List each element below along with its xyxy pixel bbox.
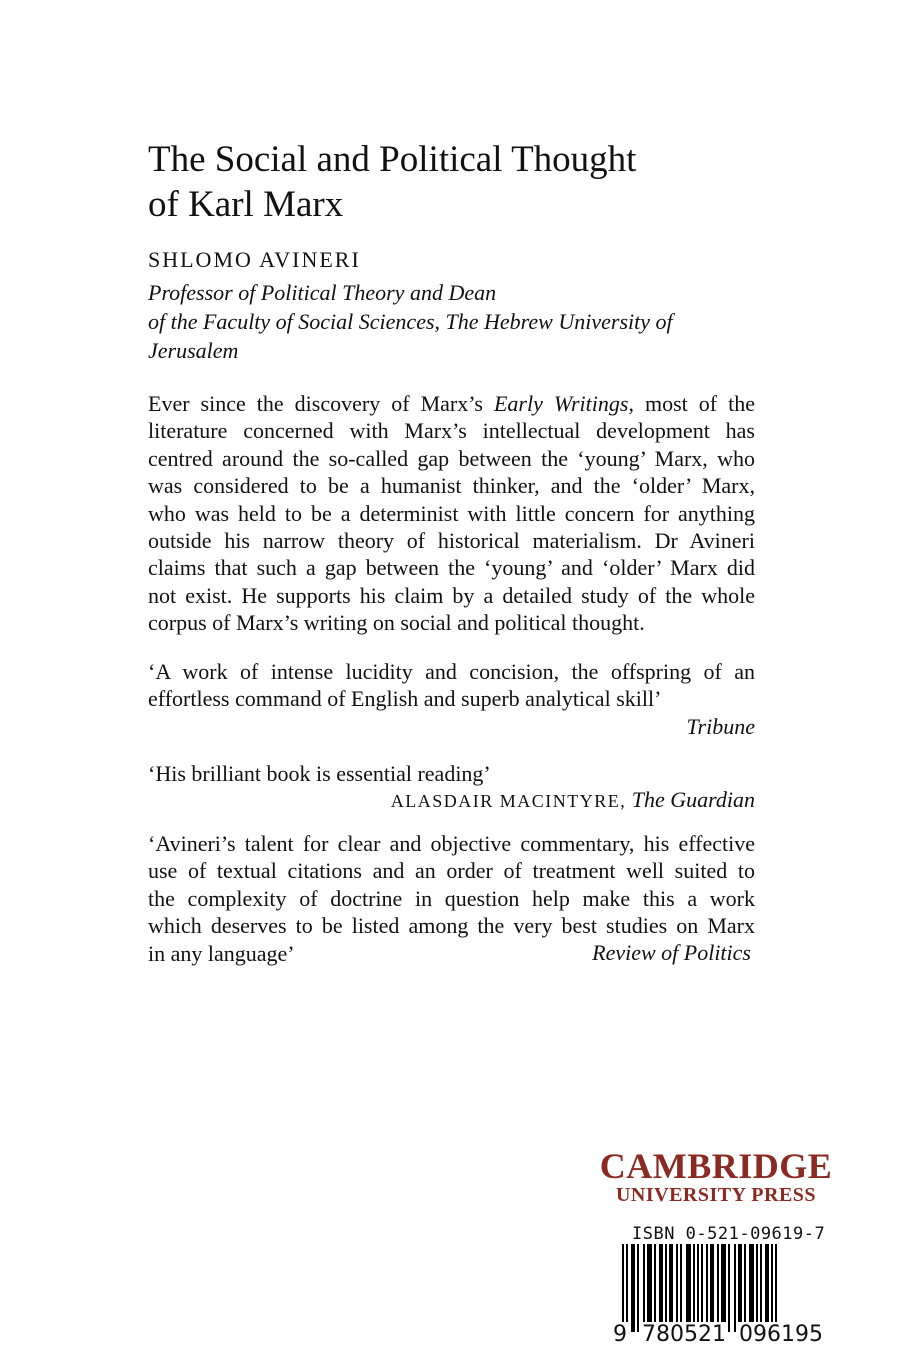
title-line-1: The Social and Political Thought [148,139,637,180]
publisher-logo [598,1148,834,1206]
publisher-name: CAMBRIDGE [599,1146,833,1186]
blurb-line: was considered to be a humanist thinker, and the ‘older’ Marx, [148,473,755,499]
ean-right: 096195 [738,1322,823,1347]
blurb-line: not exist. He supports his claim by a detailed study of the whole [148,582,755,608]
blurb-line: centred around the so-called gap between the ‘young’ Marx, who [148,445,755,471]
author-name: SHLOMO AVINERI [148,247,361,272]
blurb-line: outside his narrow theory of historical materialism. Dr Avineri [148,528,755,554]
author-affiliation: Professor of Political Theory and Dean of the Faculty of Social Sciences, The Hebrew University of Jerusalem [148,280,673,363]
blurb-line: claims that such a gap between the ‘young’ and ‘older’ Marx did [148,555,755,581]
review-line: which deserves to be listed among the very best studies on Marx [148,913,755,939]
blurb-paragraph [148,390,755,637]
review-line: effortless command of English and superb analytical skill’ [148,686,662,712]
ean-prefix: 9 [613,1322,627,1347]
italic-title: Early Writings [493,391,629,416]
review-source-tribune: Tribune [686,714,755,739]
review-line: the complexity of doctrine in question help make this a work [148,885,755,911]
reviewer-name: ALASDAIR MACINTYRE, [390,791,627,811]
ean-digits [612,1322,824,1347]
blurb-line: who was held to be a determinist with little concern for anything [148,500,755,526]
book-title [148,137,788,227]
review-line: use of textual citations and an order of treatment well suited to [148,858,755,884]
ean-left: 780521 [642,1322,726,1347]
blurb-line: Ever since the discovery of Marx’s Early Writings, most of the [148,391,756,416]
review-tribune [148,658,755,713]
blurb-line: literature concerned with Marx’s intellectual development has [148,418,755,444]
review-line: in any language’ [148,940,295,966]
review-line: ‘A work of intense lucidity and concision, the offspring of an [148,659,755,684]
blurb-line: corpus of Marx’s writing on social and political thought. [148,610,645,636]
isbn-label: ISBN 0-521-09619-7 [632,1224,826,1244]
review-source-politics: Review of Politics [592,940,751,965]
publisher-subname: UNIVERSITY PRESS [615,1184,817,1206]
review-source-guardian [391,787,755,813]
title-line-2: of Karl Marx [148,184,344,225]
review-line: ‘His brilliant book is essential reading’ [148,761,491,786]
review-line: ‘Avineri’s talent for clear and objective commentary, his effective [148,831,755,856]
review-guardian [148,760,755,787]
publication-name: The Guardian [631,787,755,812]
